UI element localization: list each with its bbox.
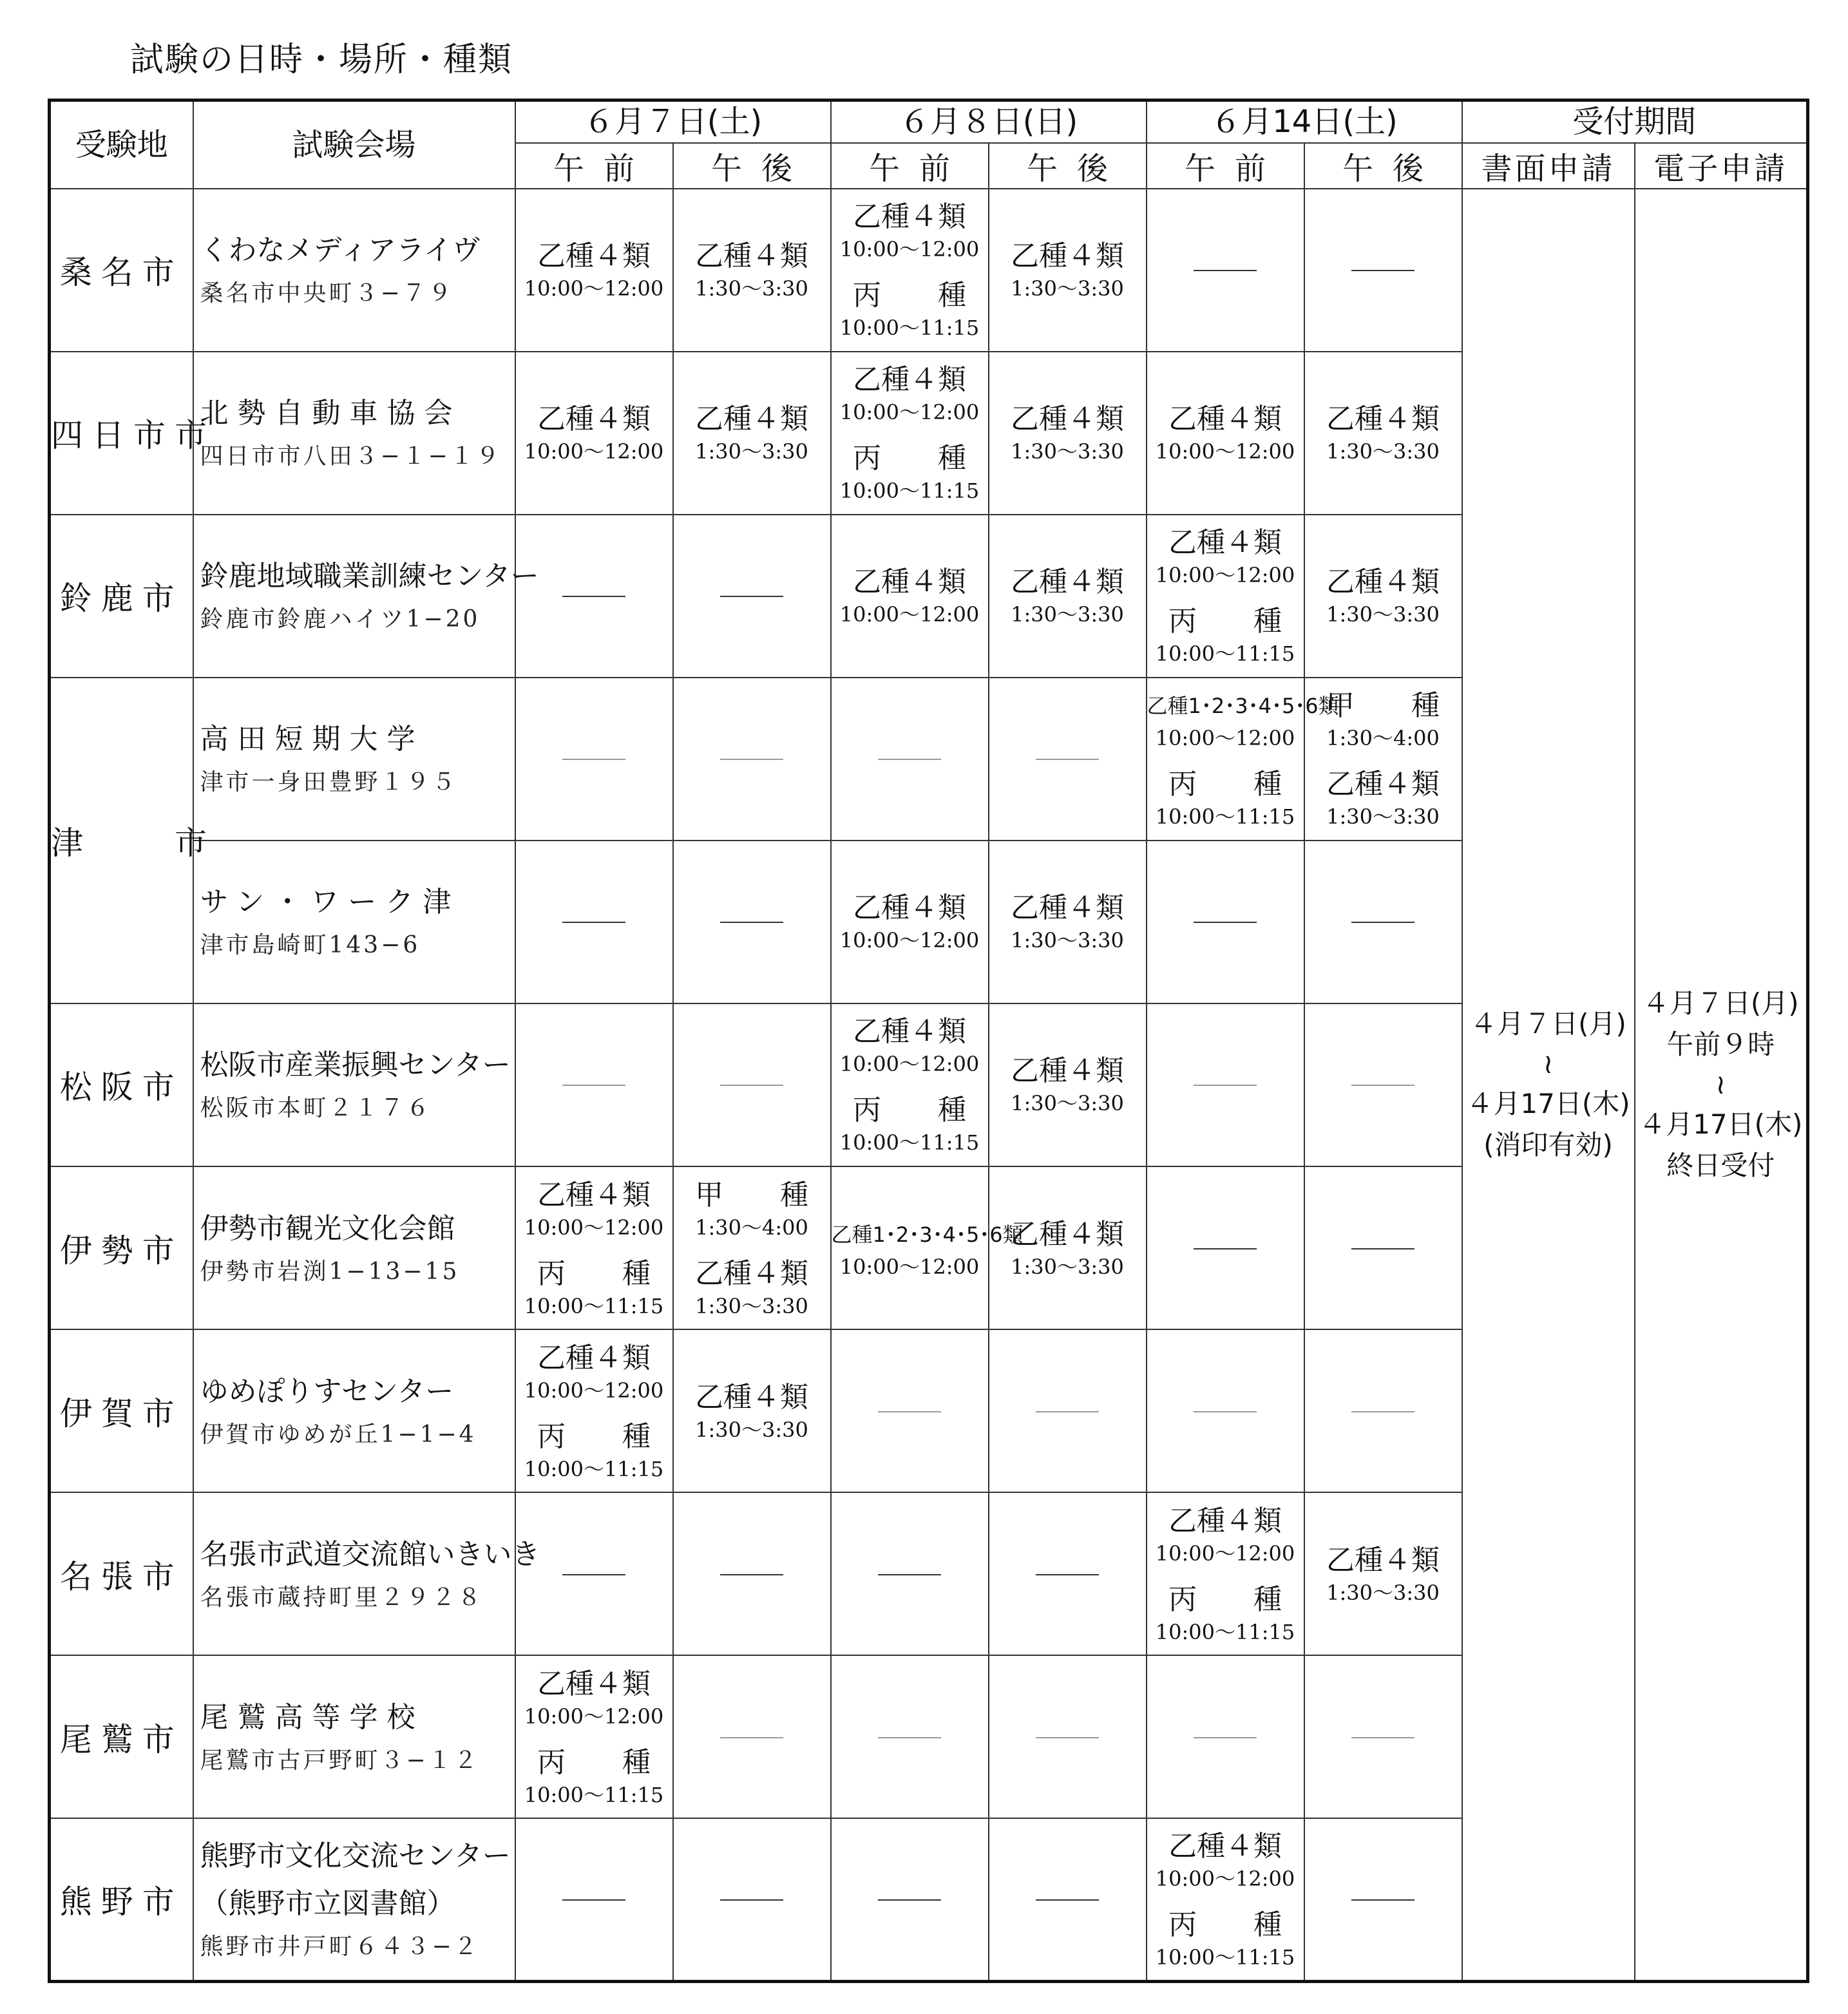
- session-cell: [1147, 1818, 1304, 1981]
- session-cell: [1304, 515, 1462, 678]
- exam-time: 10:00〜11:15: [1155, 1945, 1295, 1970]
- exam-type: 乙種４類: [1011, 403, 1124, 436]
- session-cell: [989, 1492, 1147, 1655]
- online-end-note: 終日受付: [1666, 1149, 1775, 1181]
- header-pm: 午後: [989, 143, 1147, 189]
- exam-type: 乙種４類: [695, 240, 808, 273]
- online-start-time: 午前９時: [1666, 1028, 1775, 1060]
- exam-time: 1:30〜3:30: [695, 276, 808, 301]
- exam-time: 10:00〜12:00: [1155, 726, 1295, 751]
- exam-time: 10:00〜11:15: [1155, 1619, 1295, 1644]
- spacer: [674, 1241, 830, 1255]
- exam-type: 乙種４類: [853, 565, 966, 599]
- online-end-date: ４月17日(木): [1639, 1108, 1803, 1140]
- session-cell: [1147, 515, 1304, 678]
- session-cell: [831, 1655, 989, 1818]
- no-exam-dash: [878, 759, 941, 760]
- exam-time: 10:00〜12:00: [839, 1052, 980, 1077]
- no-exam-dash: [1036, 1411, 1099, 1412]
- location-cell: 尾鷲市: [50, 1655, 193, 1818]
- session-cell: [1147, 1003, 1304, 1166]
- session-cell: [515, 189, 673, 352]
- exam-type: 乙種４類: [1168, 1504, 1282, 1537]
- exam-time: 1:30〜4:00: [695, 1215, 808, 1240]
- exam-time: 1:30〜3:30: [1011, 1091, 1124, 1116]
- session-cell: [1147, 678, 1339, 841]
- document-title: 試験の日時・場所・種類: [130, 41, 513, 79]
- venue-name: 高田短期大学: [200, 723, 424, 756]
- exam-type: 乙種1･2･3･4･5･6類: [1147, 694, 1339, 719]
- session-cell: [1304, 1003, 1462, 1166]
- exam-type: 乙種1･2･3･4･5･6類: [831, 1222, 1024, 1247]
- venue-cell: [193, 1003, 515, 1166]
- session-cell: [831, 189, 989, 352]
- session-cell: [673, 1818, 831, 1981]
- spacer: [516, 1404, 672, 1418]
- session-cell: [1304, 841, 1462, 1003]
- exam-time: 10:00〜11:15: [1155, 804, 1295, 830]
- session-cell: [1147, 352, 1304, 515]
- exam-type: 丙 種: [853, 442, 966, 475]
- exam-type: 乙種４類: [537, 1178, 651, 1211]
- header-venue: 試験会場: [193, 100, 515, 189]
- session-cell: [831, 1166, 1024, 1329]
- exam-type: 甲 種: [695, 1178, 808, 1211]
- header-online-application: 電子申請: [1635, 143, 1808, 189]
- venue-address: 尾鷲市古戸野町３−１２: [200, 1747, 480, 1774]
- no-exam-dash: [720, 1737, 783, 1738]
- session-cell: [989, 841, 1147, 1003]
- session-cell: [673, 1003, 831, 1166]
- location-cell: 名張市: [50, 1492, 193, 1655]
- online-start-date: ４月７日(月): [1642, 987, 1799, 1019]
- venue-address: 鈴鹿市鈴鹿ハイツ1−20: [200, 606, 481, 633]
- venue-address: 松阪市本町２１７６: [200, 1095, 432, 1122]
- exam-time: 1:30〜3:30: [1011, 276, 1124, 301]
- exam-time: 10:00〜12:00: [839, 237, 980, 262]
- no-exam-dash: [1194, 1085, 1257, 1086]
- no-exam-dash: [1351, 1085, 1415, 1086]
- exam-type: 丙 種: [853, 1094, 966, 1127]
- session-cell: [515, 1492, 673, 1655]
- no-exam-dash: [1351, 1411, 1415, 1412]
- venue-address: 津市島崎町143−6: [200, 932, 421, 959]
- session-cell: [1147, 1492, 1304, 1655]
- no-exam-dash: [562, 922, 625, 923]
- session-cell: [831, 1329, 989, 1492]
- exam-time: 10:00〜12:00: [524, 1378, 664, 1403]
- venue-cell: [193, 515, 539, 678]
- venue-name: ゆめぽりすセンター: [200, 1374, 454, 1408]
- venue-cell: [193, 1492, 540, 1655]
- paper-application-period: [1462, 189, 1635, 1982]
- spacer: [516, 1730, 672, 1744]
- venue-name: サン・ワーク津: [200, 886, 461, 919]
- exam-type: 乙種４類: [537, 240, 651, 273]
- venue-cell: [193, 1329, 515, 1492]
- session-cell: [1304, 1655, 1462, 1818]
- venue-address: 桑名市中央町３−７９: [200, 280, 454, 307]
- venue-cell: [193, 1818, 515, 1981]
- exam-type: 乙種４類: [695, 403, 808, 436]
- session-cell: [673, 841, 831, 1003]
- no-exam-dash: [720, 1574, 783, 1575]
- session-cell: [515, 1655, 673, 1818]
- session-cell: [831, 1003, 989, 1166]
- exam-time: 10:00〜12:00: [839, 400, 980, 425]
- venue-name: 熊野市文化交流センター: [200, 1839, 511, 1873]
- session-cell: [989, 1655, 1147, 1818]
- exam-type: 乙種４類: [1326, 565, 1440, 599]
- spacer: [1147, 589, 1304, 603]
- exam-type: 乙種４類: [1011, 891, 1124, 925]
- session-cell: [673, 678, 831, 841]
- location-cell: 伊勢市: [50, 1166, 193, 1329]
- venue-name: 伊勢市観光文化会館: [200, 1211, 455, 1245]
- session-cell: [989, 352, 1147, 515]
- venue-address: 伊賀市ゆめが丘1−1−4: [200, 1421, 477, 1448]
- session-cell: [989, 678, 1147, 841]
- no-exam-dash: [562, 1574, 625, 1575]
- session-cell: [831, 1492, 989, 1655]
- location-cell: 熊野市: [50, 1818, 193, 1981]
- exam-time: 1:30〜3:30: [1011, 439, 1124, 464]
- exam-time: 1:30〜3:30: [1326, 602, 1440, 627]
- location-cell: 鈴鹿市: [50, 515, 193, 678]
- exam-time: 10:00〜11:15: [839, 316, 980, 341]
- session-cell: [515, 1003, 673, 1166]
- venue-address: 四日市市八田３−１−１９: [200, 443, 502, 470]
- spacer: [832, 263, 988, 277]
- no-exam-dash: [1351, 1737, 1415, 1738]
- venue-cell: [193, 1655, 515, 1818]
- exam-time: 10:00〜12:00: [524, 1704, 664, 1729]
- exam-type: 丙 種: [1168, 1582, 1282, 1616]
- exam-type: 乙種４類: [1326, 768, 1440, 801]
- session-cell: [1147, 841, 1304, 1003]
- session-cell: [1147, 1329, 1304, 1492]
- no-exam-dash: [878, 1737, 941, 1738]
- no-exam-dash: [878, 1574, 941, 1575]
- exam-time: 1:30〜4:00: [1326, 726, 1440, 751]
- no-exam-dash: [1036, 759, 1099, 760]
- exam-time: 10:00〜11:15: [524, 1456, 664, 1481]
- spacer: [1147, 1892, 1304, 1906]
- exam-type: 丙 種: [537, 1745, 651, 1779]
- exam-type: 乙種４類: [1168, 1830, 1282, 1863]
- venue-name: 北勢自動車協会: [200, 397, 462, 430]
- no-exam-dash: [1194, 1248, 1257, 1249]
- header-location: 受験地: [50, 100, 193, 189]
- header-pm: 午後: [673, 143, 831, 189]
- location-cell: 桑名市: [50, 189, 193, 352]
- session-cell: [989, 1329, 1147, 1492]
- session-cell: [831, 1818, 989, 1981]
- exam-type: 丙 種: [1168, 1908, 1282, 1942]
- venue-address: 伊勢市岩渕1−13−15: [200, 1258, 460, 1285]
- no-exam-dash: [720, 1085, 783, 1086]
- session-cell: [1304, 1492, 1462, 1655]
- session-cell: [989, 189, 1147, 352]
- session-cell: [515, 678, 673, 841]
- no-exam-dash: [720, 1899, 783, 1901]
- exam-time: 10:00〜11:15: [524, 1293, 664, 1318]
- exam-time: 10:00〜11:15: [524, 1782, 664, 1807]
- exam-time: 10:00〜12:00: [524, 1215, 664, 1240]
- table-row: [50, 189, 1808, 352]
- exam-type: 乙種４類: [853, 200, 966, 234]
- exam-time: 1:30〜3:30: [1326, 439, 1440, 464]
- exam-type: 乙種４類: [1011, 565, 1124, 599]
- header-date-0607: ６月７日(土): [515, 100, 831, 143]
- session-cell: [673, 1492, 831, 1655]
- exam-type: 乙種４類: [537, 1341, 651, 1374]
- session-cell: [1147, 1655, 1304, 1818]
- no-exam-dash: [562, 1899, 625, 1901]
- venue-name: 名張市武道交流館いきいき: [200, 1537, 540, 1571]
- session-cell: [673, 352, 831, 515]
- session-cell: [1304, 1818, 1462, 1981]
- no-exam-dash: [1351, 1899, 1415, 1901]
- header-date-0614: ６月14日(土): [1147, 100, 1462, 143]
- exam-time: 10:00〜12:00: [524, 439, 664, 464]
- venue-cell: [193, 352, 515, 515]
- no-exam-dash: [562, 1085, 625, 1086]
- exam-time: 1:30〜3:30: [1326, 1580, 1440, 1605]
- exam-time: 10:00〜12:00: [839, 1254, 980, 1279]
- no-exam-dash: [1351, 270, 1415, 271]
- exam-type: 乙種４類: [1168, 403, 1282, 436]
- venue-name: 松阪市産業振興センター: [200, 1049, 511, 1082]
- exam-type: 丙 種: [537, 1420, 651, 1453]
- exam-time: 10:00〜12:00: [1155, 439, 1295, 464]
- exam-type: 乙種４類: [695, 1257, 808, 1290]
- exam-time: 10:00〜12:00: [1155, 563, 1295, 588]
- exam-type: 乙種４類: [853, 1015, 966, 1049]
- venue-name: くわなメディアライヴ: [200, 234, 481, 267]
- no-exam-dash: [562, 596, 625, 597]
- session-cell: [1304, 189, 1462, 352]
- venue-cell: [193, 678, 515, 841]
- venue-cell: [193, 841, 515, 1003]
- exam-type: 乙種４類: [1326, 1543, 1440, 1577]
- location-cell: 四日市市: [50, 352, 193, 515]
- header-am: 午前: [515, 143, 673, 189]
- exam-time: 10:00〜12:00: [1155, 1867, 1295, 1892]
- header-date-0608: ６月８日(日): [831, 100, 1147, 143]
- exam-time: 1:30〜3:30: [1011, 602, 1124, 627]
- session-cell: [673, 1166, 831, 1329]
- no-exam-dash: [878, 1899, 941, 1901]
- session-cell: [989, 515, 1147, 678]
- exam-schedule-table: [48, 99, 1809, 1983]
- session-cell: [989, 1003, 1147, 1166]
- exam-type: 丙 種: [853, 279, 966, 312]
- no-exam-dash: [878, 1411, 941, 1412]
- exam-type: 丙 種: [1168, 605, 1282, 638]
- session-cell: [515, 515, 673, 678]
- exam-type: 乙種４類: [1168, 526, 1282, 560]
- no-exam-dash: [1194, 922, 1257, 923]
- exam-type: 乙種４類: [853, 891, 966, 925]
- location-cell: 伊賀市: [50, 1329, 193, 1492]
- spacer: [832, 1078, 988, 1092]
- header-am: 午前: [831, 143, 989, 189]
- venue-name-sub: （熊野市立図書館）: [200, 1887, 455, 1921]
- exam-type: 丙 種: [1168, 768, 1282, 801]
- no-exam-dash: [720, 759, 783, 760]
- session-cell: [831, 678, 989, 841]
- session-cell: [515, 1818, 673, 1981]
- venue-address: 津市一身田豊野１９５: [200, 769, 458, 796]
- no-exam-dash: [1351, 922, 1415, 923]
- venue-name: 鈴鹿地域職業訓練センター: [200, 560, 539, 593]
- exam-time: 1:30〜3:30: [695, 1293, 808, 1318]
- no-exam-dash: [1194, 270, 1257, 271]
- exam-time: 1:30〜3:30: [1011, 1254, 1124, 1279]
- session-cell: [1147, 189, 1304, 352]
- header-am: 午前: [1147, 143, 1304, 189]
- session-cell: [1147, 1166, 1304, 1329]
- exam-time: 1:30〜3:30: [1326, 804, 1440, 830]
- exam-time: 10:00〜11:15: [839, 1130, 980, 1155]
- exam-type: 乙種４類: [853, 363, 966, 397]
- exam-time: 10:00〜12:00: [839, 602, 980, 627]
- spacer: [1147, 752, 1304, 766]
- session-cell: [989, 1818, 1147, 1981]
- venue-address: 名張市蔵持町里２９２８: [200, 1584, 484, 1611]
- no-exam-dash: [720, 922, 783, 923]
- session-cell: [989, 1166, 1147, 1329]
- session-cell: [673, 1329, 831, 1492]
- session-cell: [673, 1655, 831, 1818]
- session-cell: [831, 515, 989, 678]
- exam-type: 乙種４類: [1011, 1054, 1124, 1088]
- venue-name: 尾鷲高等学校: [200, 1700, 424, 1734]
- no-exam-dash: [720, 596, 783, 597]
- no-exam-dash: [1194, 1411, 1257, 1412]
- no-exam-dash: [1351, 1248, 1415, 1249]
- spacer: [832, 426, 988, 440]
- exam-time: 10:00〜11:15: [1155, 641, 1295, 667]
- no-exam-dash: [562, 759, 625, 760]
- paper-end-date: ４月17日(木): [1466, 1087, 1630, 1119]
- no-exam-dash: [1036, 1574, 1099, 1575]
- no-exam-dash: [1194, 1737, 1257, 1738]
- exam-time: 10:00〜12:00: [839, 928, 980, 953]
- exam-time: 1:30〜3:30: [695, 439, 808, 464]
- session-cell: [831, 841, 989, 1003]
- exam-time: 1:30〜3:30: [1011, 928, 1124, 953]
- header-apply-period: 受付期間: [1462, 100, 1808, 143]
- location-cell: 松阪市: [50, 1003, 193, 1166]
- venue-cell: [193, 1166, 515, 1329]
- session-cell: [515, 1329, 673, 1492]
- no-exam-dash: [1036, 1737, 1099, 1738]
- session-cell: [515, 1166, 673, 1329]
- header-paper-application: 書面申請: [1462, 143, 1635, 189]
- session-cell: [515, 352, 673, 515]
- exam-time: 10:00〜12:00: [1155, 1541, 1295, 1566]
- exam-type: 乙種４類: [1011, 1217, 1124, 1251]
- exam-type: 甲 種: [1326, 689, 1440, 723]
- venue-address: 熊野市井戸町６４３−２: [200, 1933, 480, 1961]
- exam-type: 乙種４類: [1326, 403, 1440, 436]
- location-cell: 津 市: [50, 678, 193, 1003]
- spacer: [1147, 1567, 1304, 1581]
- session-cell: [673, 515, 831, 678]
- exam-time: 1:30〜3:30: [695, 1417, 808, 1442]
- exam-type: 丙 種: [537, 1257, 651, 1290]
- online-application-period: [1635, 189, 1808, 1982]
- venue-cell: [193, 189, 515, 352]
- session-cell: [831, 352, 989, 515]
- exam-time: 10:00〜11:15: [839, 479, 980, 504]
- session-cell: [1304, 1329, 1462, 1492]
- session-cell: [1304, 678, 1462, 841]
- exam-type: 乙種４類: [695, 1380, 808, 1414]
- paper-start-date: ４月７日(月): [1470, 1007, 1626, 1040]
- no-exam-dash: [1036, 1899, 1099, 1901]
- session-cell: [673, 189, 831, 352]
- session-cell: [1304, 1166, 1462, 1329]
- spacer: [516, 1241, 672, 1255]
- exam-type: 乙種４類: [537, 403, 651, 436]
- spacer: [1305, 752, 1462, 766]
- header-pm: 午後: [1304, 143, 1462, 189]
- range-tilde: ≀: [1543, 1047, 1554, 1079]
- range-tilde: ≀: [1715, 1068, 1726, 1100]
- session-cell: [1304, 352, 1462, 515]
- exam-type: 乙種４類: [537, 1667, 651, 1700]
- exam-time: 10:00〜12:00: [524, 276, 664, 301]
- session-cell: [515, 841, 673, 1003]
- paper-postmark-note: (消印有効): [1483, 1128, 1613, 1161]
- exam-type: 乙種４類: [1011, 240, 1124, 273]
